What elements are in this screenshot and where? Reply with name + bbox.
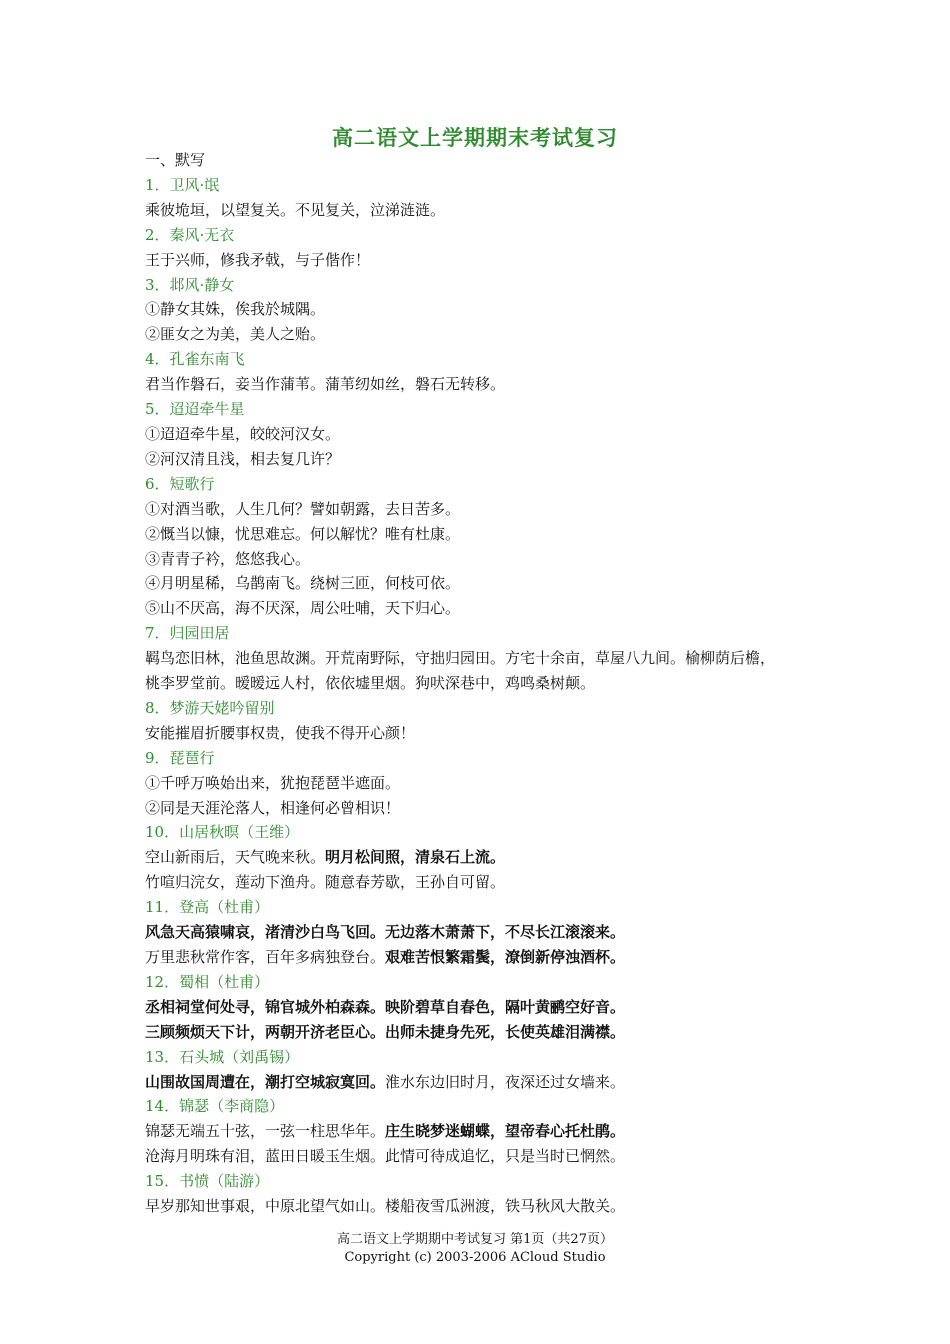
poem-text: ②慨当以慷，忧思难忘。何以解忧？唯有杜康。 <box>145 524 461 543</box>
poem-line <box>145 945 825 970</box>
poem-text: ①对酒当歌，人生几何？譬如朝露，去日苦多。 <box>145 499 461 518</box>
poem-text: 淮水东边旧时月，夜深还过女墙来。 <box>385 1072 626 1091</box>
poem-heading: 1．卫风·氓 <box>145 175 220 194</box>
poem-text: ②匪女之为美，美人之贻。 <box>145 325 326 344</box>
poem-text: 王于兴师，修我矛戟，与子偕作！ <box>145 250 371 269</box>
poem-line <box>145 1070 825 1095</box>
poem-line <box>145 646 825 671</box>
poem-text: 乘彼垝垣，以望复关。不见复关，泣涕涟涟。 <box>145 200 446 219</box>
poem-line <box>145 497 825 522</box>
poem-text: 万里悲秋常作客，百年多病独登台。 <box>145 948 386 966</box>
poem-text: ⑤山不厌高，海不厌深，周公吐哺，天下归心。 <box>145 599 461 618</box>
page-title: 高二语文上学期期末考试复习 <box>332 125 618 150</box>
poem-heading: 3．邶风·静女 <box>145 275 235 294</box>
poem-line <box>145 198 825 223</box>
poem-heading: 4．孔雀东南飞 <box>145 350 245 369</box>
poem-heading: 13．石头城（刘禹锡） <box>145 1047 300 1066</box>
poem-line <box>145 870 825 895</box>
poem-line <box>145 372 825 397</box>
poem-text: ①迢迢牵牛星，皎皎河汉女。 <box>145 424 341 443</box>
poem-line <box>145 248 825 273</box>
poem-line <box>145 547 825 572</box>
footer-page-info: 高二语文上学期期中考试复习 第1页（共27页） <box>337 1232 613 1247</box>
poem-text: ②河汉清且浅，相去复几许？ <box>145 449 341 468</box>
poem-line <box>145 771 825 796</box>
poem-line <box>145 671 825 696</box>
poem-text-bold: 风急天高猿啸哀，渚清沙白鸟飞回。无边落木萧萧下，不尽长江滚滚来。 <box>145 923 626 942</box>
poem-heading: 8．梦游天姥吟留别 <box>145 698 275 717</box>
poem-text: ②同是天涯沦落人，相逢何必曾相识！ <box>145 798 401 817</box>
poem-text: 桃李罗堂前。暧暧远人村，依依墟里烟。狗吠深巷中，鸡鸣桑树颠。 <box>145 674 596 693</box>
poem-line <box>145 596 825 621</box>
poem-text-bold: 庄生晓梦迷蝴蝶，望帝春心托杜鹃。 <box>385 1122 626 1141</box>
poem-text: 沧海月明珠有泪，蓝田日暖玉生烟。此情可待成追忆，只是当时已惘然。 <box>145 1147 626 1166</box>
poem-line <box>145 995 825 1020</box>
poem-text: ③青青子衿，悠悠我心。 <box>145 549 311 568</box>
section-heading: 一、默写 <box>145 151 206 169</box>
poem-line <box>145 322 825 347</box>
poem-heading: 14．锦瑟（李商隐） <box>145 1097 285 1116</box>
poem-line <box>145 522 825 547</box>
poem-heading: 11．登高（杜甫） <box>145 898 270 917</box>
poem-text: 锦瑟无端五十弦，一弦一柱思华年。 <box>145 1122 386 1141</box>
poem-line <box>145 1020 825 1045</box>
poem-heading: 15．书愤（陆游） <box>145 1172 270 1191</box>
poem-heading: 7．归园田居 <box>145 624 230 643</box>
poem-text-bold: 丞相祠堂何处寻，锦官城外柏森森。映阶碧草自春色，隔叶黄鹂空好音。 <box>145 997 626 1016</box>
poem-heading: 9．琵琶行 <box>145 748 215 767</box>
poem-text: 空山新雨后，天气晚来秋。 <box>145 848 326 867</box>
poem-text-bold: 艰难苦恨繁霜鬓，潦倒新停浊酒杯。 <box>385 948 626 966</box>
poem-line <box>145 1144 825 1169</box>
poem-line <box>145 845 825 870</box>
poem-heading: 12．蜀相（杜甫） <box>145 972 270 991</box>
poem-line <box>145 1119 825 1144</box>
poem-line <box>145 920 825 945</box>
poem-line <box>145 422 825 447</box>
poem-text: 羁鸟恋旧林，池鱼思故渊。开荒南野际，守拙归园田。方宅十余亩，草屋八九间。榆柳荫后檐， <box>145 649 776 668</box>
poem-text: 竹喧归浣女，莲动下渔舟。随意春芳歇，王孙自可留。 <box>145 873 506 892</box>
poem-line <box>145 571 825 596</box>
poem-text: ①静女其姝，俟我於城隅。 <box>145 300 326 319</box>
poem-line <box>145 1194 825 1219</box>
poem-line <box>145 721 825 746</box>
poem-line <box>145 297 825 322</box>
poem-text: 早岁那知世事艰，中原北望气如山。楼船夜雪瓜洲渡，铁马秋风大散关。 <box>145 1197 626 1216</box>
poem-text: 安能摧眉折腰事权贵，使我不得开心颜！ <box>145 723 416 742</box>
poem-text: ④月明星稀，乌鹊南飞。绕树三匝，何枝可依。 <box>145 574 461 593</box>
poem-text: ①千呼万唤始出来，犹抱琵琶半遮面。 <box>145 773 401 792</box>
poem-text-bold: 山围故国周遭在，潮打空城寂寞回。 <box>145 1072 386 1091</box>
page-footer <box>0 1231 950 1267</box>
poem-text-bold: 三顾频烦天下计，两朝开济老臣心。出师未捷身先死，长使英雄泪满襟。 <box>145 1022 626 1041</box>
poem-heading: 10．山居秋暝（王维） <box>145 823 300 842</box>
poem-text: 君当作磐石，妾当作蒲苇。蒲苇纫如丝，磐石无转移。 <box>145 375 506 394</box>
poem-line <box>145 447 825 472</box>
footer-copyright: Copyright (c) 2003-2006 ACloud Studio <box>344 1250 606 1265</box>
poem-text-bold: 明月松间照，清泉石上流。 <box>325 848 506 867</box>
document-body <box>145 148 825 1219</box>
poem-heading: 6．短歌行 <box>145 474 215 493</box>
poem-line <box>145 796 825 821</box>
poem-heading: 2．秦风·无衣 <box>145 225 235 244</box>
poem-heading: 5．迢迢牵牛星 <box>145 400 245 419</box>
